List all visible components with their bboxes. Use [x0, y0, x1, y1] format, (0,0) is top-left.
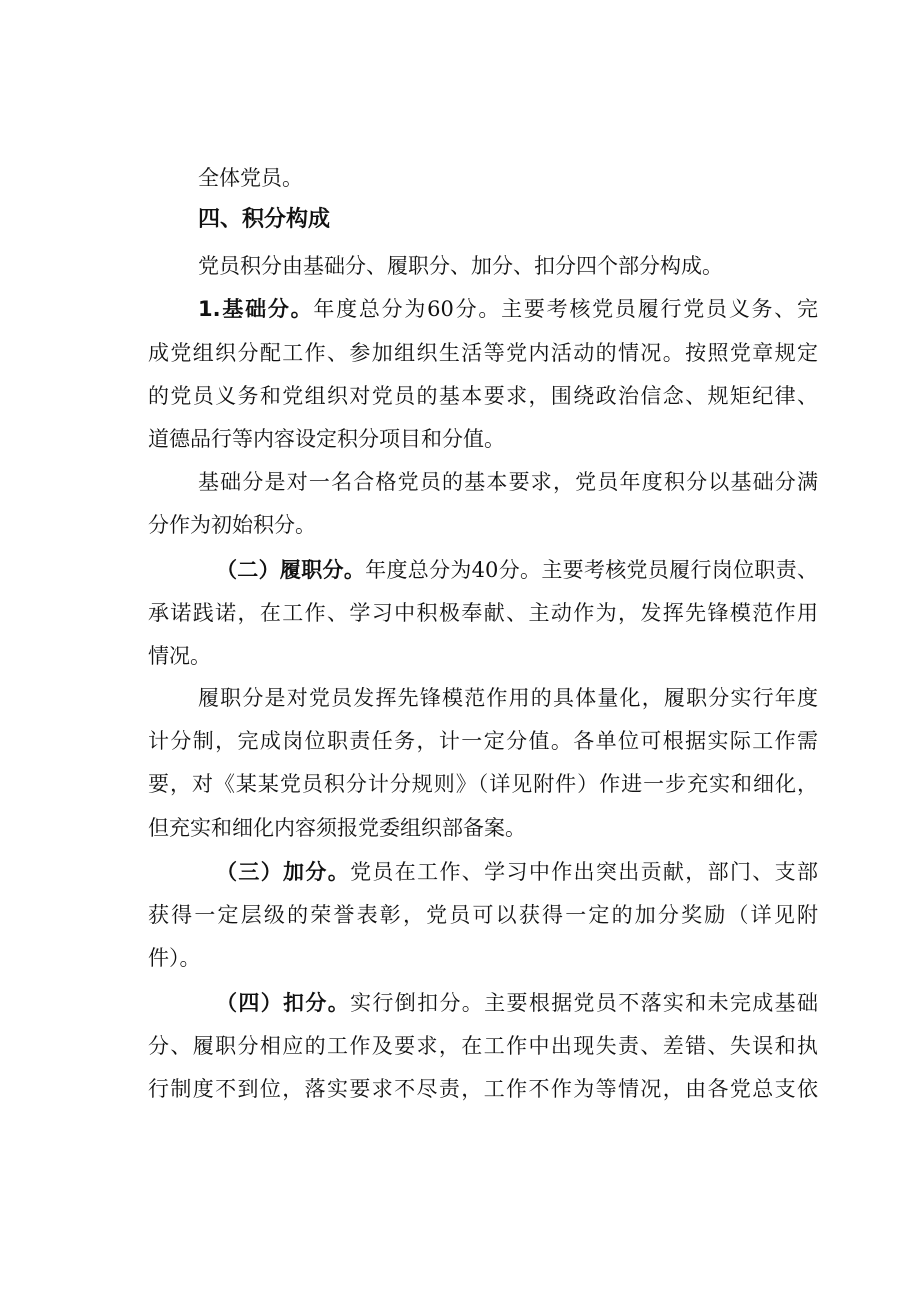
text-run: 年度总分为40分。主要考核党员履行岗位职责、: [365, 558, 818, 582]
text-line: 成党组织分配工作、参加组织生活等党内活动的情况。按照党章规定: [148, 341, 818, 365]
paragraph-bonus-score: [216, 857, 818, 887]
section-heading: 四、积分构成: [198, 207, 331, 232]
text-line: 承诺践诺，在工作、学习中积极奉献、主动作为，发挥先锋模范作用: [148, 601, 818, 625]
paragraph-duty-score: [216, 555, 818, 585]
text-run: 年度总分为60分。主要考核党员履行党员义务、完: [313, 297, 818, 321]
text-line: 计分制，完成岗位职责任务，计一定分值。各单位可根据实际工作需: [148, 729, 818, 753]
text-line: 基础分是对一名合格党员的基本要求，党员年度积分以基础分满: [198, 470, 818, 494]
text-line: 全体党员。: [198, 166, 303, 190]
text-line: 道德品行等内容设定积分项目和分值。: [148, 427, 505, 451]
item-label-bonus: （三）加分。: [216, 860, 351, 884]
text-line: 获得一定层级的荣誉表彰，党员可以获得一定的加分奖励（详见附: [148, 903, 818, 927]
text-line: 履职分是对党员发挥先锋模范作用的具体量化，履职分实行年度: [198, 686, 818, 710]
text-run: 实行倒扣分。主要根据党员不落实和未完成基础: [350, 991, 818, 1015]
text-line: 分作为初始积分。: [148, 513, 316, 537]
text-line: 情况。: [148, 644, 211, 668]
text-line: 分、履职分相应的工作及要求，在工作中出现失责、差错、失误和执: [148, 1034, 818, 1058]
paragraph-basic-score: [198, 294, 818, 324]
text-line: 要，对《某某党员积分计分规则》（详见附件）作进一步充实和细化，: [148, 772, 818, 796]
item-label-duty: （二）履职分。: [216, 558, 366, 582]
text-run: 党员在工作、学习中作出突出贡献，部门、支部: [350, 860, 818, 884]
text-line: 行制度不到位，落实要求不尽责，工作不作为等情况，由各党总支依: [148, 1077, 818, 1101]
text-line: 的党员义务和党组织对党员的基本要求，围绕政治信念、规矩纪律、: [148, 384, 818, 408]
text-line: 党员积分由基础分、履职分、加分、扣分四个部分构成。: [198, 254, 723, 278]
item-label-basic: 1.基础分。: [198, 297, 314, 321]
text-line: 但充实和细化内容须报党委组织部备案。: [148, 816, 526, 840]
item-label-deduct: （四）扣分。: [216, 991, 351, 1015]
text-line: 件）。: [148, 946, 201, 970]
paragraph-deduct-score: [216, 988, 818, 1018]
